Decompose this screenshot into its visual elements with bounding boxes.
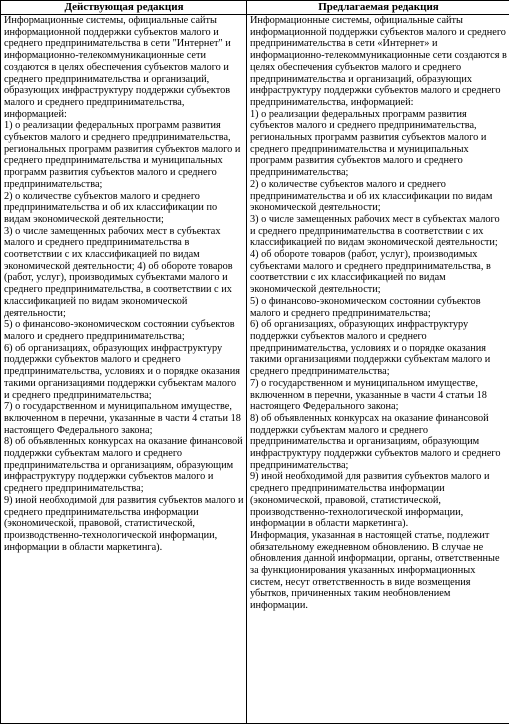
proposed-paragraph-9: 9) иной необходимой для развития субъектов малого и среднего предпринимательства информации (экономической, правовой, статистической, производственно-технологической информации, информации в области маркетинга). — [250, 471, 490, 530]
proposed-edition-cell — [247, 15, 509, 724]
proposed-paragraph-4: 4) об обороте товаров (работ, услуг), производимых субъектами малого и среднего предпринимательства, в соответствии с их классификацией по видам экономической деятельности; — [250, 249, 491, 296]
proposed-paragraph-6: 6) об организациях, образующих инфраструктуру поддержки субъектов малого и среднего предпринимательства, условиях и о порядке оказания такими организациями поддержки субъектам малого и среднего предпринимательства; — [250, 319, 491, 378]
current-paragraph-7: 7) о государственном и муниципальном имуществе, включенном в перечни, указанные в части 4 статьи 18 настоящего Федерального закона; — [4, 401, 241, 436]
current-paragraph-5: 5) о финансово-экономическом состоянии субъектов малого и среднего предпринимательства; — [4, 319, 235, 342]
current-paragraph-3-4: 3) о числе замещенных рабочих мест в субъектах малого и среднего предпринимательства в соответствии с их классификацией по видам экономической деятельности; 4) об обороте товаров (работ, услуг), производимых субъектами малого и среднего предпринимательства, в соответствии с их классификацией по видам экономической деятельности; — [4, 225, 233, 319]
content-row — [1, 15, 509, 724]
proposed-paragraph-5: 5) о финансово-экономическом состоянии субъектов малого и среднего предпринимательства; — [250, 295, 481, 319]
proposed-paragraph-8: 8) об объявленных конкурсах на оказание финансовой поддержки субъектам малого и среднего предпринимательства и организациям, образующим инфраструктуру поддержки субъектов малого и среднего предпринимательства; — [250, 412, 501, 471]
current-paragraph-6: 6) об организациях, образующих инфраструктуру поддержки субъектов малого и среднего предпринимательства, условиях и о порядке оказания такими организациями поддержки субъектам малого и среднего предпринимательства; — [4, 342, 240, 401]
current-paragraph-9: 9) иной необходимой для развития субъектов малого и среднего предпринимательства информации (экономической, правовой, статистической, производственно-технологической информации, информации в области маркетинга). — [4, 494, 244, 553]
proposed-paragraph-update-obligation: Информация, указанная в настоящей статье, подлежит обязательному ежедневном обновлению. В случае не обновления данной информации, органы, ответственные за функционирования указанных информационных систем, несут ответственность в виде возмещения убытков, причиненных таким необновлением информации. — [250, 529, 500, 612]
current-paragraph-1: 1) о реализации федеральных программ развития субъектов малого и среднего предпринимательства, региональных программ развития субъектов малого и среднего предпринимательства и муниципальных программ развития субъектов малого и среднего предпринимательства; — [4, 120, 241, 190]
proposed-paragraph-7: 7) о государственном и муниципальном имуществе, включенном в перечни, указанные в части 4 статьи 18 настоящего Федерального закона; — [250, 377, 487, 413]
header-row — [1, 1, 509, 15]
current-paragraph-8: 8) об объявленных конкурсах на оказание финансовой поддержки субъектам малого и среднего предпринимательства и организациям, образующим инфраструктуру поддержки субъектов малого и среднего предпринимательства; — [4, 436, 243, 495]
proposed-paragraph-intro: Информационные системы, официальные сайты информационной поддержки субъектов малого и среднего предпринимательства в сети «Интернет» и информационно-телекоммуникационные сети создаются в целях обеспечения субъектов малого и среднего предпринимательства и организаций, образующих инфраструктуру поддержки субъектов малого и среднего предпринимательства, информацией: — [250, 15, 507, 108]
current-edition-header: Действующая редакция — [1, 1, 247, 15]
proposed-edition-header: Предлагаемая редакция — [247, 1, 509, 15]
proposed-paragraph-2: 2) о количестве субъектов малого и среднего предпринимательства и об их классификации по видам экономической деятельности; — [250, 178, 493, 214]
current-paragraph-2: 2) о количестве субъектов малого и среднего предпринимательства и об их классификации по видам экономической деятельности; — [4, 190, 218, 225]
proposed-paragraph-1: 1) о реализации федеральных программ развития субъектов малого и среднего предпринимательства, региональных программ развития субъектов малого и среднего предпринимательства и муниципальных программ развития субъектов малого и среднего предпринимательства; — [250, 108, 487, 179]
proposed-paragraph-3: 3) о числе замещенных рабочих мест в субъектах малого и среднего предпринимательства в соответствии с их классификацией по видам экономической деятельности; — [250, 213, 500, 249]
current-paragraph-intro: Информационные системы, официальные сайты информационной поддержки субъектов малого и среднего предпринимательства в сети "Интернет" и информационно-телекоммуникационные сети создаются в целях обеспечения субъектов малого и среднего предпринимательства и организаций, образующих инфраструктуру поддержки субъектов малого и среднего предпринимательства, информацией: — [4, 15, 231, 120]
current-edition-cell — [1, 15, 247, 724]
